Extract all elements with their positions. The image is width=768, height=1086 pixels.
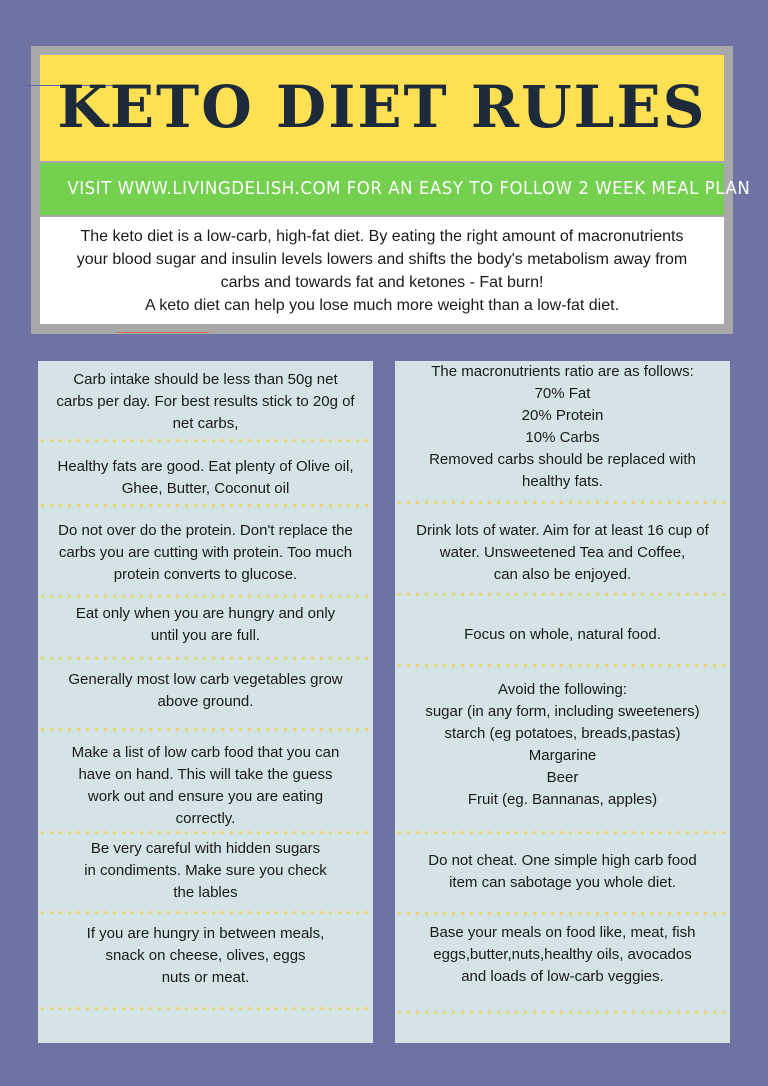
rule-line: Ghee, Butter, Coconut oil (121, 480, 290, 497)
rule-line: can also be enjoyed. (493, 566, 632, 583)
intro-line: your blood sugar and insulin levels lowers and shifts the body's metabolism away from (76, 251, 688, 268)
rule-line: The macronutrients ratio are as follows: (431, 363, 694, 380)
dotted-divider (38, 595, 373, 598)
rule-line: above ground. (157, 693, 254, 710)
dotted-divider (395, 501, 730, 504)
rule-line: Carb intake should be less than 50g net (73, 371, 338, 388)
rule-line: water. Unsweetened Tea and Coffee, (439, 544, 686, 561)
rule-line: 20% Protein (521, 407, 604, 424)
right-rules-panel (395, 361, 730, 1043)
dotted-divider (38, 831, 373, 834)
rule-no-cheat (395, 850, 730, 894)
intro-line: carbs and towards fat and ketones - Fat burn! (220, 274, 544, 291)
rule-food-list (38, 742, 373, 830)
dotted-divider (38, 728, 373, 731)
rule-line: Do not over do the protein. Don't replace the (58, 522, 353, 539)
rule-line: snack on cheese, olives, eggs (105, 947, 306, 964)
intro-line: The keto diet is a low-carb, high-fat diet. By eating the right amount of macronutrients (80, 228, 684, 245)
rule-line: Fruit (eg. Bannanas, apples) (467, 791, 658, 808)
rule-line: 70% Fat (534, 385, 591, 402)
rule-line: item can sabotage you whole diet. (449, 874, 676, 891)
intro-line: A keto diet can help you lose much more weight than a low-fat diet. (144, 297, 620, 314)
rule-healthy-fats (38, 456, 373, 500)
dotted-divider (38, 504, 373, 507)
rule-avoid-list (395, 679, 730, 811)
rule-hidden-sugars (38, 838, 373, 904)
rule-line: have on hand. This will take the guess (78, 766, 333, 783)
title-band (40, 55, 724, 161)
rule-line: starch (eg potatoes, breads,pastas) (444, 725, 681, 742)
dotted-divider (395, 912, 730, 915)
rule-line: Be very careful with hidden sugars (90, 840, 321, 857)
dotted-divider (38, 911, 373, 914)
page-title: KETO DIET RULES (57, 73, 707, 141)
dotted-divider (38, 657, 373, 660)
rule-carb-intake (38, 369, 373, 435)
rule-line: Focus on whole, natural food. (464, 626, 661, 643)
dotted-divider (395, 831, 730, 834)
rule-line: Base your meals on food like, meat, fish (429, 924, 696, 941)
rule-line: carbs per day. For best results stick to 20g of (56, 393, 355, 410)
rule-line: healthy fats. (522, 473, 603, 490)
rule-line: 10% Carbs (525, 429, 600, 446)
decorative-red-line (117, 332, 209, 333)
dotted-divider (38, 1007, 373, 1010)
rule-line: work out and ensure you are eating (87, 788, 324, 805)
rule-line: the lables (173, 884, 238, 901)
rule-line: protein converts to glucose. (113, 566, 298, 583)
rule-line: Eat only when you are hungry and only (75, 605, 336, 622)
rule-line: Avoid the following: (498, 681, 627, 698)
dotted-divider (38, 439, 373, 442)
rule-line: in condiments. Make sure you check (84, 862, 327, 879)
rule-line: net carbs, (172, 415, 239, 432)
dotted-divider (395, 1011, 730, 1014)
rule-line: sugar (in any form, including sweeteners) (425, 703, 700, 720)
rule-line: correctly. (175, 810, 236, 827)
header-card (31, 46, 751, 334)
intro-box (40, 217, 724, 324)
rule-base-meals (395, 922, 730, 988)
rule-line: Beer (546, 769, 579, 786)
rule-line: and loads of low-carb veggies. (461, 968, 664, 985)
rule-line: Healthy fats are good. Eat plenty of Olive oil, (57, 458, 354, 475)
rule-protein (38, 520, 373, 586)
rule-snacks (38, 923, 373, 989)
rule-line: eggs,butter,nuts,healthy oils, avocados (433, 946, 692, 963)
rule-whole-food (395, 624, 730, 646)
rule-line: Drink lots of water. Aim for at least 16 cup of (416, 522, 709, 539)
cta-banner (40, 163, 751, 215)
rule-line: Generally most low carb vegetables grow (68, 671, 343, 688)
meal-plan-link-text: VISIT WWW.LIVINGDELISH.COM FOR AN EASY TO FOLLOW 2 WEEK MEAL PLAN (67, 178, 751, 199)
rule-macronutrients (395, 361, 730, 493)
dotted-divider (395, 593, 730, 596)
rule-vegetables (38, 669, 373, 713)
rule-line: Margarine (528, 747, 597, 764)
rule-line: Removed carbs should be replaced with (429, 451, 696, 468)
intro-text (40, 217, 724, 317)
rule-line: until you are full. (150, 627, 261, 644)
rule-line: carbs you are cutting with protein. Too much (58, 544, 353, 561)
left-rules-panel (38, 361, 373, 1043)
rule-line: If you are hungry in between meals, (86, 925, 325, 942)
rule-eat-when-hungry (38, 603, 373, 647)
rule-line: Do not cheat. One simple high carb food (428, 852, 697, 869)
rule-line: nuts or meat. (161, 969, 250, 986)
rule-line: Make a list of low carb food that you can (71, 744, 340, 761)
dotted-divider (395, 664, 730, 667)
rule-water (395, 520, 730, 586)
